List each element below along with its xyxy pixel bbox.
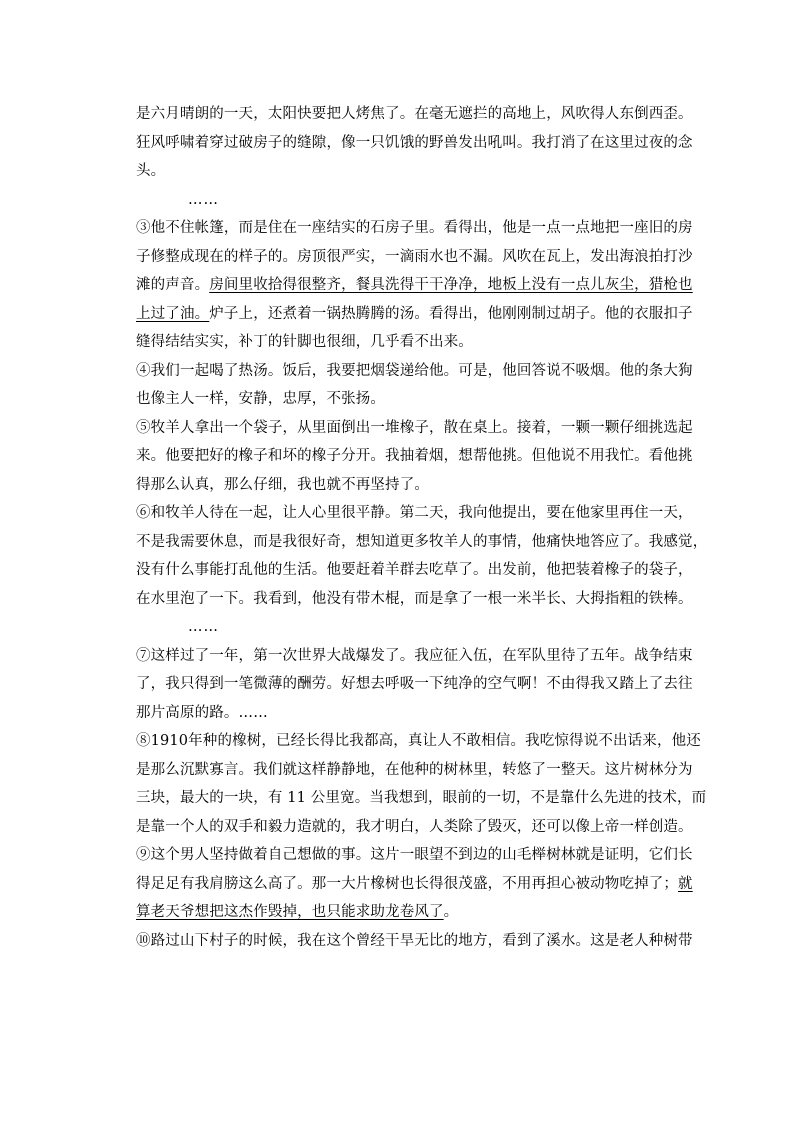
text-line-11 bbox=[136, 385, 672, 414]
text-line-13 bbox=[136, 442, 693, 471]
text: 狂风呼啸着穿过破房子的缝隙，像一只饥饿的野兽发出吼叫。我打消了在这里过夜的念 bbox=[136, 134, 693, 151]
text-line-2 bbox=[136, 129, 693, 158]
text-line-30 bbox=[136, 927, 693, 956]
text: ⑨这个男人坚持做着自己想做的事。这片一眼望不到边的山毛榉树林就是证明，它们长 bbox=[136, 847, 693, 863]
text: 缝得结结实实，补丁的针脚也很细，几乎看不出来。 bbox=[136, 334, 473, 350]
text: 也像主人一样，安静，忠厚，不张扬。 bbox=[136, 391, 386, 407]
text-line-5 bbox=[136, 214, 693, 243]
text: ⑩路过山下村子的时候，我在这个曾经干旱无比的地方，看到了溪水。这是老人种树带 bbox=[136, 932, 693, 949]
text-line-20 bbox=[136, 642, 693, 671]
ellipsis-line bbox=[136, 186, 672, 215]
text: 。 bbox=[443, 904, 459, 920]
text-line-23 bbox=[136, 727, 701, 756]
text: 是六月晴朗的一天，太阳快要把人烤焦了。在毫无遮拦的高地上，风吹得人东倒西歪。 bbox=[136, 106, 693, 122]
article-text bbox=[136, 100, 708, 955]
text-line-10 bbox=[136, 357, 693, 386]
text-line-24 bbox=[136, 756, 693, 785]
text: 三块，最大的一块，有 11 公里宽。当我想到，眼前的一切，不是靠什么先进的技术，而 bbox=[136, 790, 707, 806]
text: 了，我只得到一笔微薄的酬劳。好想去呼吸一下纯净的空气啊！不由得我又踏上了去往 bbox=[136, 676, 693, 692]
ellipsis-line bbox=[136, 613, 672, 642]
underlined-text: 算老天爷想把这杰作毁掉，也只能求助龙卷风了 bbox=[136, 904, 444, 920]
text: 那片高原的路。…… bbox=[136, 704, 268, 721]
text: 不是我需要休息，而是我很好奇，想知道更多牧羊人的事情，他痛快地答应了。我感觉， bbox=[136, 533, 708, 550]
text: 在水里泡了一下。我看到，他没有带木棍，而是拿了一根一米半长、大拇指粗的铁棒。 bbox=[136, 590, 693, 607]
text-line-17 bbox=[136, 556, 693, 585]
text-line-15 bbox=[136, 499, 693, 528]
text: ⑧1910年种的橡树，已经长得比我都高，真让人不敢相信。我吃惊得说不出话来，他还 bbox=[136, 733, 701, 749]
text: 是靠一个人的双手和毅力造就的，我才明白，人类除了毁灭，还可以像上帝一样创造。 bbox=[136, 818, 693, 835]
text: 炉子上，还煮着一锅热腾腾的汤。看得出，他刚刚制过胡子。他的衣服扣子 bbox=[209, 305, 693, 322]
text-line-8 bbox=[136, 300, 693, 329]
text-line-16 bbox=[136, 528, 708, 557]
text: 是那么沉默寡言。我们就这样静静地，在他种的树林里，转悠了一整天。这片树林分为 bbox=[136, 761, 693, 778]
text-line-7 bbox=[136, 271, 693, 300]
text: 得足足有我肩膀这么高了。那一大片橡树也长得很茂盛，不用再担心被动物吃掉了； bbox=[136, 875, 679, 892]
text: ⑦这样过了一年，第一次世界大战爆发了。我应征入伍，在军队里待了五年。战争结束 bbox=[136, 647, 693, 664]
text-line-28 bbox=[136, 870, 693, 899]
text: 滩的声音。 bbox=[136, 277, 210, 293]
text-line-22 bbox=[136, 699, 672, 728]
text-line-27 bbox=[136, 841, 693, 870]
text-line-9 bbox=[136, 328, 672, 357]
text: …… bbox=[188, 619, 219, 635]
text: 子修整成现在的样子的。房顶很严实，一滴雨水也不漏。风吹在瓦上，发出海浪拍打沙 bbox=[136, 248, 693, 265]
underlined-text: 房间里收拾得很整齐，餐具洗得干干净净，地板上没有一点儿灰尘，猎枪也 bbox=[209, 277, 693, 293]
text: 来。他要把好的橡子和坏的橡子分开。我抽着烟，想帮他挑。但他说不用我忙。看他挑 bbox=[136, 448, 693, 464]
text-line-26 bbox=[136, 813, 693, 842]
underlined-text: 上过了油。 bbox=[136, 305, 210, 322]
text-line-6 bbox=[136, 243, 693, 272]
text-line-3 bbox=[136, 157, 672, 186]
text: …… bbox=[188, 191, 219, 208]
text: 没有什么事能打乱他的生活。他要赶着羊群去吃草了。出发前，他把装着橡子的袋子， bbox=[136, 562, 693, 578]
text: ④我们一起喝了热汤。饭后，我要把烟袋递给他。可是，他回答说不吸烟。他的条大狗 bbox=[136, 362, 693, 379]
text-line-21 bbox=[136, 670, 693, 699]
text-line-25 bbox=[136, 784, 707, 813]
text-line-29 bbox=[136, 898, 672, 927]
underlined-text: 就 bbox=[678, 875, 693, 892]
text-line-18 bbox=[136, 585, 693, 614]
text: 得那么认真，那么仔细，我也就不再坚持了。 bbox=[136, 476, 429, 493]
text-line-1 bbox=[136, 100, 693, 129]
text-line-12 bbox=[136, 414, 693, 443]
text: ③他不住帐篷，而是住在一座结实的石房子里。看得出，他是一点一点地把一座旧的房 bbox=[136, 220, 693, 236]
text-line-14 bbox=[136, 471, 672, 500]
text: ⑥和牧羊人待在一起，让人心里很平静。第二天，我向他提出，要在他家里再住一天， bbox=[136, 505, 693, 521]
text: ⑤牧羊人拿出一个袋子，从里面倒出一堆橡子，散在桌上。接着，一颗一颗仔细挑选起 bbox=[136, 419, 693, 436]
text: 头。 bbox=[136, 163, 166, 179]
